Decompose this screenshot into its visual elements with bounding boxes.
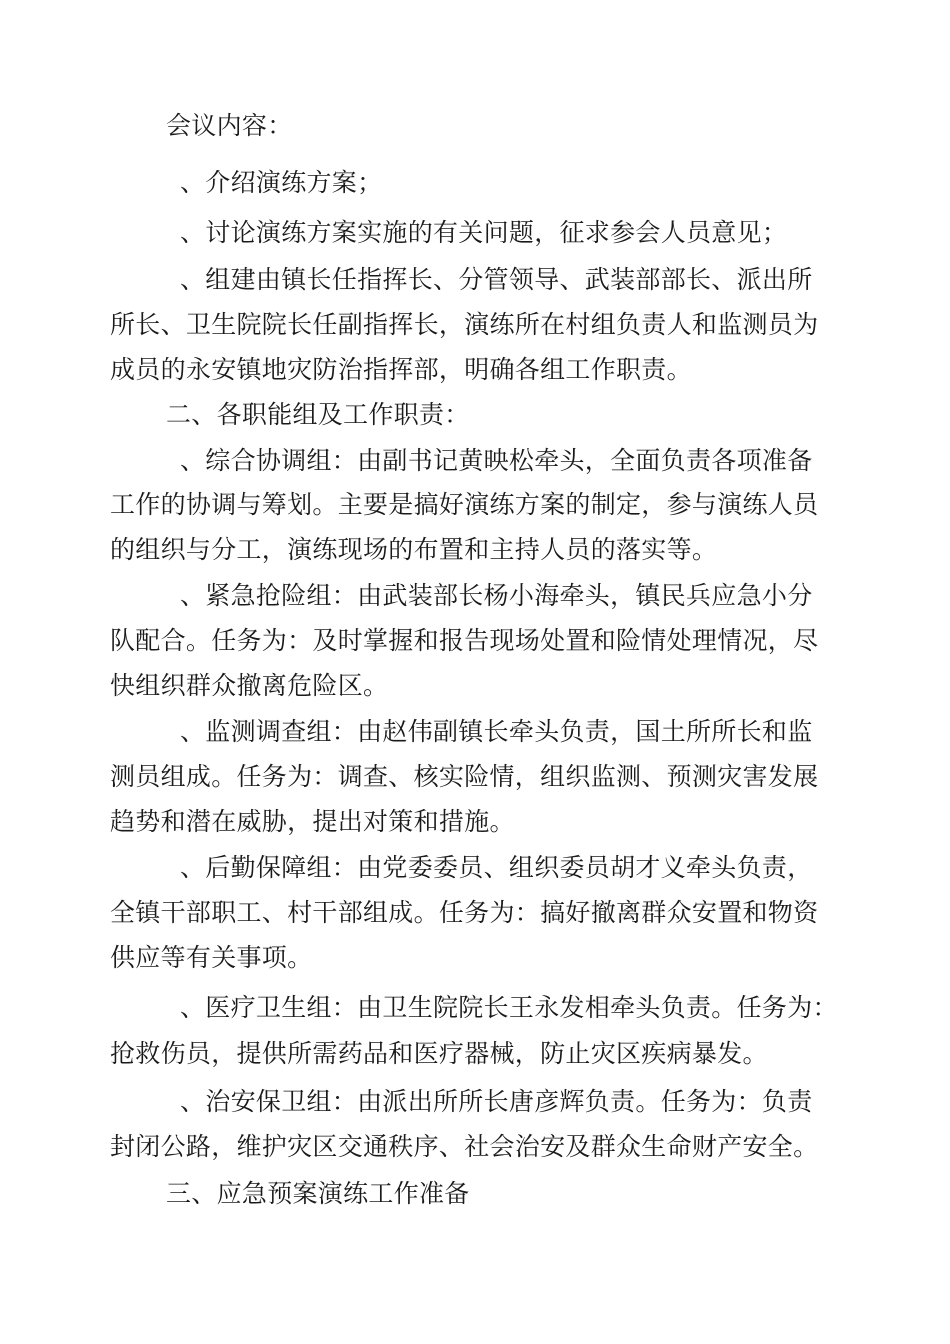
list-item: 、讨论演练方案实施的有关问题，征求参会人员意见； [180, 218, 788, 247]
paragraph-line: 趋势和潜在威胁，提出对策和措施。 [110, 807, 515, 836]
paragraph-line: 的组织与分工，演练现场的布置和主持人员的落实等。 [110, 535, 718, 564]
paragraph-line: 测员组成。任务为：调查、核实险情，组织监测、预测灾害发展 [110, 762, 819, 791]
paragraph-line: 成员的永安镇地灾防治指挥部，明确各组工作职责。 [110, 355, 692, 384]
paragraph-line: 、后勤保障组：由党委委员、组织委员胡才义牵头负责， [180, 853, 813, 882]
paragraph-line: 、监测调查组：由赵伟副镇长牵头负责，国土所所长和监 [180, 717, 813, 746]
paragraph-line: 封闭公路，维护灾区交通秩序、社会治安及群众生命财产安全。 [110, 1132, 819, 1161]
section-heading: 二、各职能组及工作职责： [166, 400, 470, 429]
paragraph-line: 、综合协调组：由副书记黄映松牵头，全面负责各项准备 [180, 446, 813, 475]
paragraph-line: 、紧急抢险组：由武装部长杨小海牵头，镇民兵应急小分 [180, 581, 813, 610]
paragraph-line: 工作的协调与筹划。主要是搞好演练方案的制定，参与演练人员 [110, 490, 819, 519]
paragraph-line: 快组织群众撤离危险区。 [110, 671, 389, 700]
heading-meeting-content: 会议内容： [166, 111, 293, 140]
section-heading: 三、应急预案演练工作准备 [166, 1179, 470, 1208]
paragraph-line: 所长、卫生院院长任副指挥长，演练所在村组负责人和监测员为 [110, 310, 819, 339]
paragraph-line: 抢救伤员，提供所需药品和医疗器械，防止灾区疾病暴发。 [110, 1039, 768, 1068]
paragraph-line: 、组建由镇长任指挥长、分管领导、武装部部长、派出所 [180, 265, 813, 294]
paragraph-line: 、医疗卫生组：由卫生院院长王永发相牵头负责。任务为： [180, 993, 838, 1022]
paragraph-line: 供应等有关事项。 [110, 943, 313, 972]
paragraph-line: 、治安保卫组：由派出所所长唐彦辉负责。任务为：负责 [180, 1087, 813, 1116]
paragraph-line: 队配合。任务为：及时掌握和报告现场处置和险情处理情况，尽 [110, 626, 819, 655]
paragraph-line: 全镇干部职工、村干部组成。任务为：搞好撤离群众安置和物资 [110, 898, 819, 927]
list-item: 、介绍演练方案； [180, 168, 383, 197]
